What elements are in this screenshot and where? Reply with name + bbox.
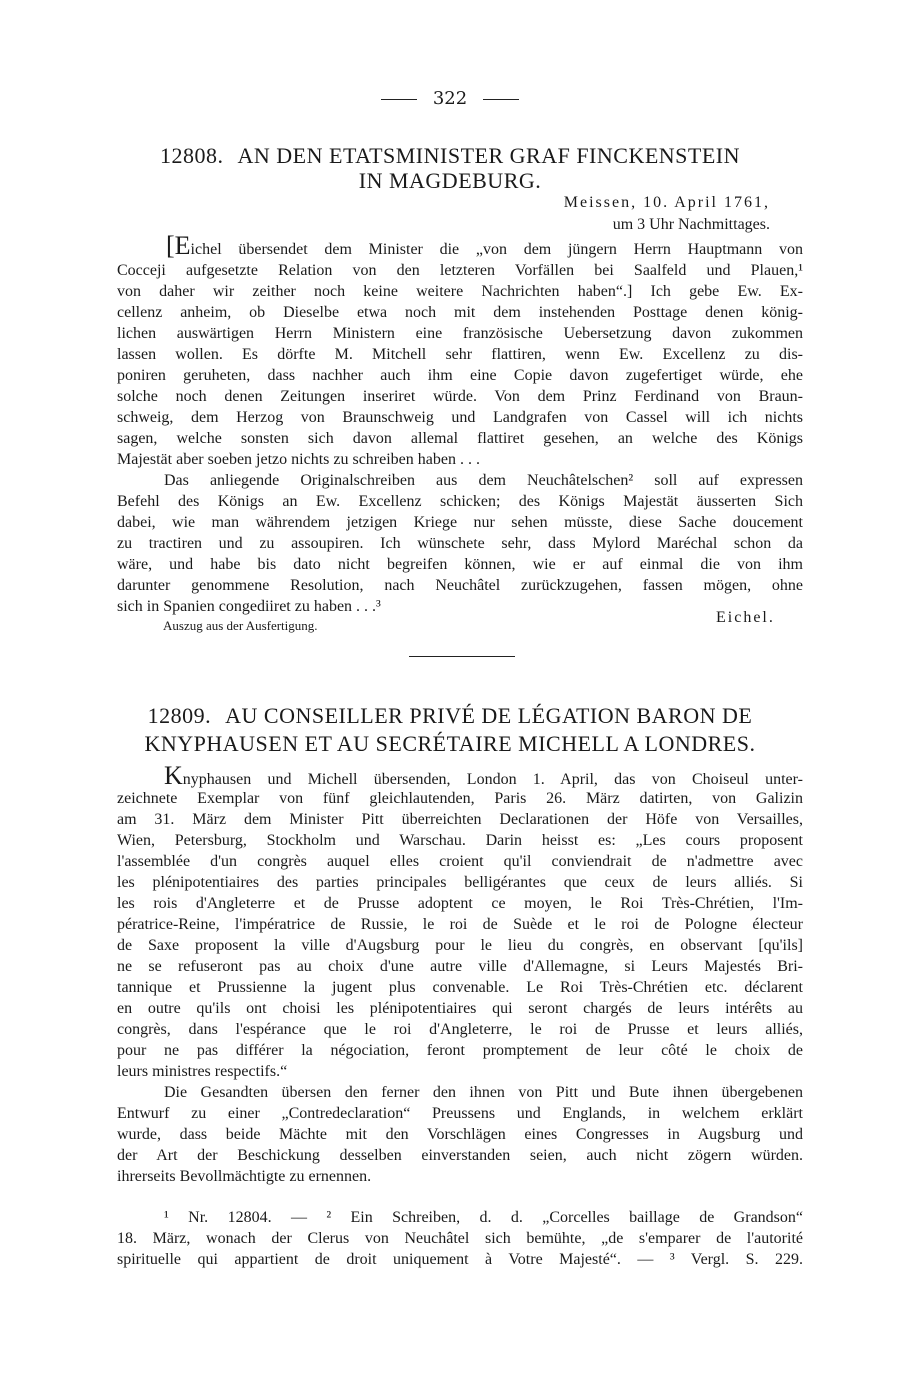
letter-number: 12808. <box>160 143 224 168</box>
paragraph-line: solche noch denen Zeitungen inseriret würde. Von dem Prinz Ferdinand von Braun- <box>117 388 803 405</box>
paragraph-line: pour ne pas différer la négociation, feront promptement de leur côté le choix de <box>117 1042 803 1059</box>
paragraph-line: der Art der Beschickung desselben einverstanden seien, auch nicht zögern würden. <box>117 1147 803 1164</box>
letter-title-line2: IN MAGDEBURG. <box>358 168 542 193</box>
paragraph-line: ihrerseits Bevollmächtigte zu ernennen. <box>117 1168 372 1185</box>
paragraph-line <box>164 761 803 790</box>
header-dash-right <box>483 99 519 100</box>
paragraph-line: l'assemblée d'un congrès auquel elles croient qu'il conviendrait de n'admettre avec <box>117 853 803 870</box>
page-number: 322 <box>432 88 468 109</box>
paragraph-line: les plénipotentiaires des parties principales belligérantes que ceux de leurs alliés. Si <box>117 874 803 891</box>
footnote-line: spirituelle qui appartient de droit uniquement à Votre Majesté“. — ³ Vergl. S. 229. <box>117 1251 803 1268</box>
paragraph-line: en outre qu'ils ont choisi les plénipotentiaires qui seront chargés de leurs intérêts au <box>117 1000 803 1017</box>
footnote-line: ¹ Nr. 12804. — ² Ein Schreiben, d. d. „Corcelles baillage de Grandson“ <box>164 1209 803 1226</box>
line-text: nyphausen und Michell übersenden, London 1. April, das von Choiseul unter- <box>182 771 803 788</box>
paragraph-line: lichen auswärtigen Herrn Ministern eine französische Uebersetzung davon zukommen <box>117 325 803 342</box>
paragraph-line: ne se refuseront pas au choix d'une autre ville d'Allemagne, si Leurs Majestés Bri- <box>117 958 803 975</box>
letter-title-line1 <box>0 143 900 169</box>
paragraph-line: von daher wir zeither noch keine weitere Nachrichten haben“.] Ich gebe Ew. Ex- <box>117 283 803 300</box>
letter-number: 12809. <box>147 703 212 728</box>
paragraph-line: am 31. März dem Minister Pitt überreichten Declarationen der Höfe von Versailles, <box>117 811 803 828</box>
section-divider <box>409 656 515 657</box>
paragraph-line: sich in Spanien congediiret zu haben . . .³ <box>117 598 381 615</box>
paragraph-line: Cocceji aufgesetzte Relation von den letzteren Vorfällen bei Saalfeld und Plauen,¹ <box>117 262 803 279</box>
source-note: Auszug aus der Ausfertigung. <box>163 618 318 633</box>
paragraph-line: de Saxe proposent la ville d'Augsburg pour le lieu du congrès, en observant [qu'ils] <box>117 937 803 954</box>
paragraph-line: congrès, dans l'espérance que le roi d'Angleterre, le roi de Prusse et leurs alliés, <box>117 1021 803 1038</box>
paragraph-line: Majestät aber soeben jetzo nichts zu schreiben haben . . . <box>117 451 480 468</box>
paragraph-line: schweig, dem Herzog von Braunschweig und Landgrafen von Cassel will ich nichts <box>117 409 803 426</box>
paragraph-line: sagen, welche sonsten sich davon allemal flattiret gesehen, an welche des Königs <box>117 430 803 447</box>
letter-title-text: AN DEN ETATSMINISTER GRAF FINCKENSTEIN <box>237 143 740 168</box>
paragraph-line: zu tractiren und zu assoupiren. Ich wünschete sehr, dass Mylord Maréchal schon da <box>117 535 803 552</box>
paragraph-line: wurde, dass beide Mächte mit den Vorschlägen eines Congresses in Augsburg und <box>117 1126 803 1143</box>
paragraph-line: poniren geruheten, dass nachher auch ihm eine Copie davon zugefertiget würde, ehe <box>117 367 803 384</box>
header-dash-left <box>381 99 417 100</box>
paragraph-line: tannique et Prussienne la jugent plus convenable. Le Roi Très-Chrétien etc. déclarent <box>117 979 803 996</box>
paragraph-line: pératrice-Reine, l'impératrice de Russie, le roi de Suède et le roi de Pologne électeur <box>117 916 803 933</box>
paragraph-line: cellenz anheim, ob Dieselbe etwa noch mit dem instehenden Posttage denen könig- <box>117 304 803 321</box>
paragraph-line: wäre, und habe bis dato nicht begreifen können, wie er auf einmal die von ihm <box>117 556 803 573</box>
drop-cap: K <box>164 761 183 790</box>
letter-title-line1 <box>0 703 900 729</box>
paragraph-line: Entwurf zu einer „Contredeclaration“ Preussens und Englands, in welchem erklärt <box>117 1105 803 1122</box>
paragraph-line: darunter genommene Resolution, nach Neuchâtel zurückzugehen, fassen mögen, ohne <box>117 577 803 594</box>
paragraph-line: leurs ministres respectifs.“ <box>117 1063 288 1080</box>
paragraph-line: lassen wollen. Es dörfte M. Mitchell sehr flattiren, wenn Ew. Excellenz zu dis- <box>117 346 803 363</box>
paragraph-line: Das anliegende Originalschreiben aus dem Neuchâtelschen² soll auf expressen <box>164 472 803 489</box>
paragraph-line: Wien, Petersburg, Stockholm und Warschau. Darin heisst es: „Les cours proposent <box>117 832 803 849</box>
line-text: ichel übersendet dem Minister die „von dem jüngern Herrn Hauptmann von <box>190 241 803 258</box>
paragraph-line: les rois d'Angleterre et de Prusse adoptent ce moyen, le Roi Très-Chrétien, l'Im- <box>117 895 803 912</box>
page-header <box>0 88 900 109</box>
letter-title-text: AU CONSEILLER PRIVÉ DE LÉGATION BARON DE <box>225 703 753 728</box>
paragraph-line: zeichnete Exemplar von fünf gleichlautenden, Paris 26. März datirten, von Galizin <box>117 790 803 807</box>
paragraph-line: Befehl des Königs an Ew. Excellenz schicken; des Königs Majestät äusserten Sich <box>117 493 803 510</box>
signature: Eichel. <box>716 609 775 626</box>
paragraph-line: dabei, wie man währendem jetzigen Kriege nur sehen müsste, diese Sache doucement <box>117 514 803 531</box>
drop-cap: [E <box>166 231 191 260</box>
footnote-line: 18. März, wonach der Clerus von Neuchâtel sich bemühte, „de s'emparer de l'autorité <box>117 1230 803 1247</box>
paragraph-line <box>166 231 803 260</box>
paragraph-line: Die Gesandten übersen den ferner den ihnen von Pitt und Bute ihnen übergebenen <box>164 1084 803 1101</box>
dateline-time: um 3 Uhr Nachmittages. <box>612 216 770 233</box>
dateline: Meissen, 10. April 1761, <box>563 194 770 211</box>
letter-title-line2: KNYPHAUSEN ET AU SECRÉTAIRE MICHELL A LONDRES. <box>144 731 756 756</box>
